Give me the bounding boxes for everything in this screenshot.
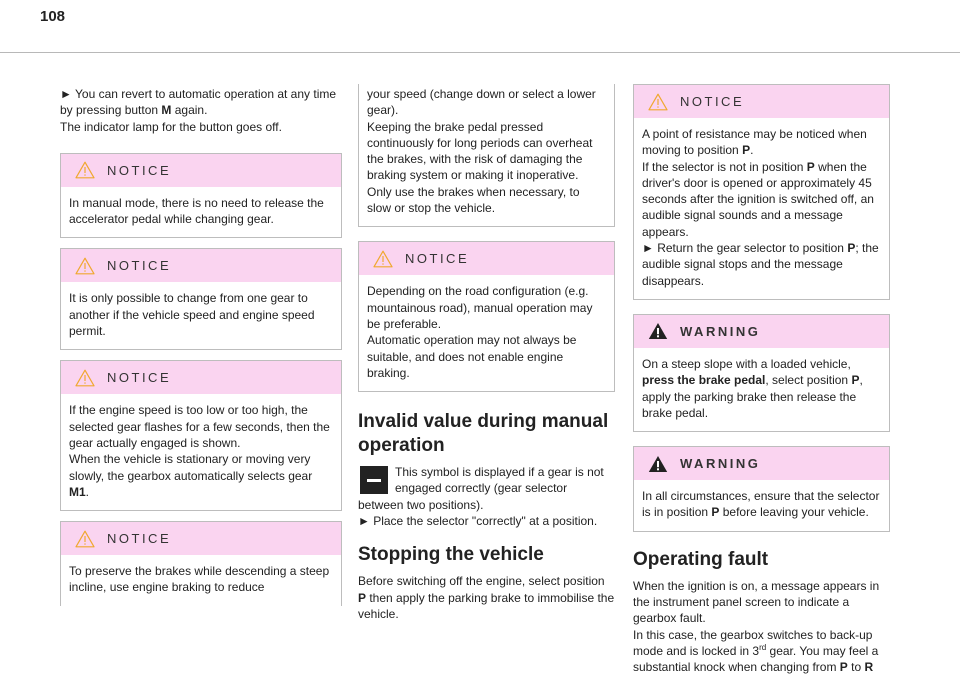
column-3	[633, 84, 890, 676]
warning-text: On a steep slope with a loaded vehicle, press the brake pedal, select position P, apply the parking brake then release the brake pedal.	[642, 356, 863, 420]
notice-text-2: If the selector is not in position P when the driver's door is opened or approximately 45 seconds after the ignition is switched off, an audible signal sounds and a message appears.	[642, 159, 874, 239]
notice-box-brakes	[60, 521, 342, 606]
warning-box-position-p	[633, 446, 890, 532]
notice-title: NOTICE	[107, 370, 172, 386]
column-2	[358, 84, 615, 622]
notice-box-brakes-continued	[358, 84, 615, 227]
warning-header	[634, 447, 889, 480]
notice-text-2: Keeping the brake pedal pressed continuously for long periods can overheat the brakes, with the risk of damaging the braking system or making it inoperative.	[367, 119, 593, 183]
header-rule	[0, 52, 960, 53]
invalid-gear-icon	[360, 466, 388, 494]
notice-header	[61, 522, 341, 555]
section-heading-invalid-value: Invalid value during manual operation	[358, 411, 609, 457]
notice-box-engine-speed	[60, 360, 342, 511]
invalid-value-instruction: ► Place the selector "correctly" at a position.	[358, 514, 598, 529]
invalid-value-paragraph	[358, 464, 615, 529]
notice-text: If the engine speed is too low or too high, the selected gear flashes for a few seconds, then the gear actually engaged is shown.	[69, 403, 330, 450]
notice-icon	[75, 369, 95, 387]
notice-text: your speed (change down or select a lower gear).	[367, 87, 596, 118]
notice-text: It is only possible to change from one gear to another if the vehicle speed and engine speed permit.	[69, 291, 315, 339]
invalid-value-text: This symbol is displayed if a gear is not engaged correctly (gear selector between two positions).	[358, 465, 604, 512]
stopping-text: Before switching off the engine, select position P then apply the parking brake to immobilise the vehicle.	[358, 574, 615, 621]
notice-text-3: Only use the brakes when necessary, to slow or stop the vehicle.	[367, 184, 580, 216]
notice-header	[359, 242, 614, 275]
fault-text: When the ignition is on, a message appears in the instrument panel screen to indicate a gearbox fault.	[633, 578, 880, 626]
warning-icon	[648, 322, 668, 340]
notice-header	[61, 249, 341, 282]
warning-icon	[648, 455, 668, 473]
warning-text: In all circumstances, ensure that the selector is in position P before leaving your vehicle.	[642, 489, 880, 520]
intro-paragraph: ► You can revert to automatic operation at any time by pressing button M again.	[60, 87, 337, 118]
notice-icon	[75, 257, 95, 275]
notice-box-manual-mode	[60, 153, 342, 239]
notice-text-3: ► Return the gear selector to position P; the audible signal stops and the message disappears.	[642, 241, 879, 288]
notice-title: NOTICE	[107, 162, 172, 178]
notice-icon	[648, 93, 668, 111]
column-1	[60, 86, 342, 606]
warning-header	[634, 315, 889, 348]
notice-icon	[373, 250, 393, 268]
notice-icon	[75, 530, 95, 548]
notice-header	[634, 85, 889, 118]
notice-title: NOTICE	[107, 531, 172, 547]
warning-title: WARNING	[680, 323, 761, 339]
notice-text: In manual mode, there is no need to release the accelerator pedal while changing gear.	[69, 195, 324, 227]
notice-text-2: When the vehicle is stationary or moving very slowly, the gearbox automatically selects gear M1.	[69, 452, 313, 499]
notice-text: A point of resistance may be noticed when moving to position P.	[642, 127, 867, 158]
notice-box-gear-change	[60, 248, 342, 350]
warning-title: WARNING	[680, 456, 761, 472]
notice-header	[61, 361, 341, 394]
notice-title: NOTICE	[107, 258, 172, 274]
fault-text-2: In this case, the gearbox switches to back-up mode and is locked in 3rd gear. You may feel a substantial knock when changing from P to R	[633, 627, 879, 675]
notice-text-2: Automatic operation may not always be suitable, and does not enable engine braking.	[367, 333, 577, 380]
intro-paragraph-2: The indicator lamp for the button goes off.	[60, 119, 282, 134]
section-heading-stopping: Stopping the vehicle	[358, 544, 544, 566]
page-number: 108	[40, 8, 66, 25]
warning-box-steep-slope	[633, 314, 890, 432]
notice-title: NOTICE	[680, 94, 745, 109]
notice-title: NOTICE	[405, 251, 470, 267]
notice-box-resistance	[633, 84, 890, 300]
notice-text: To preserve the brakes while descending a steep incline, use engine braking to reduce	[69, 564, 330, 595]
notice-text: Depending on the road configuration (e.g. mountainous road), manual operation may be preferable.	[367, 284, 593, 331]
notice-icon	[75, 161, 95, 179]
notice-box-road-config	[358, 241, 615, 392]
notice-header	[61, 154, 341, 187]
section-heading-operating-fault: Operating fault	[633, 548, 769, 570]
